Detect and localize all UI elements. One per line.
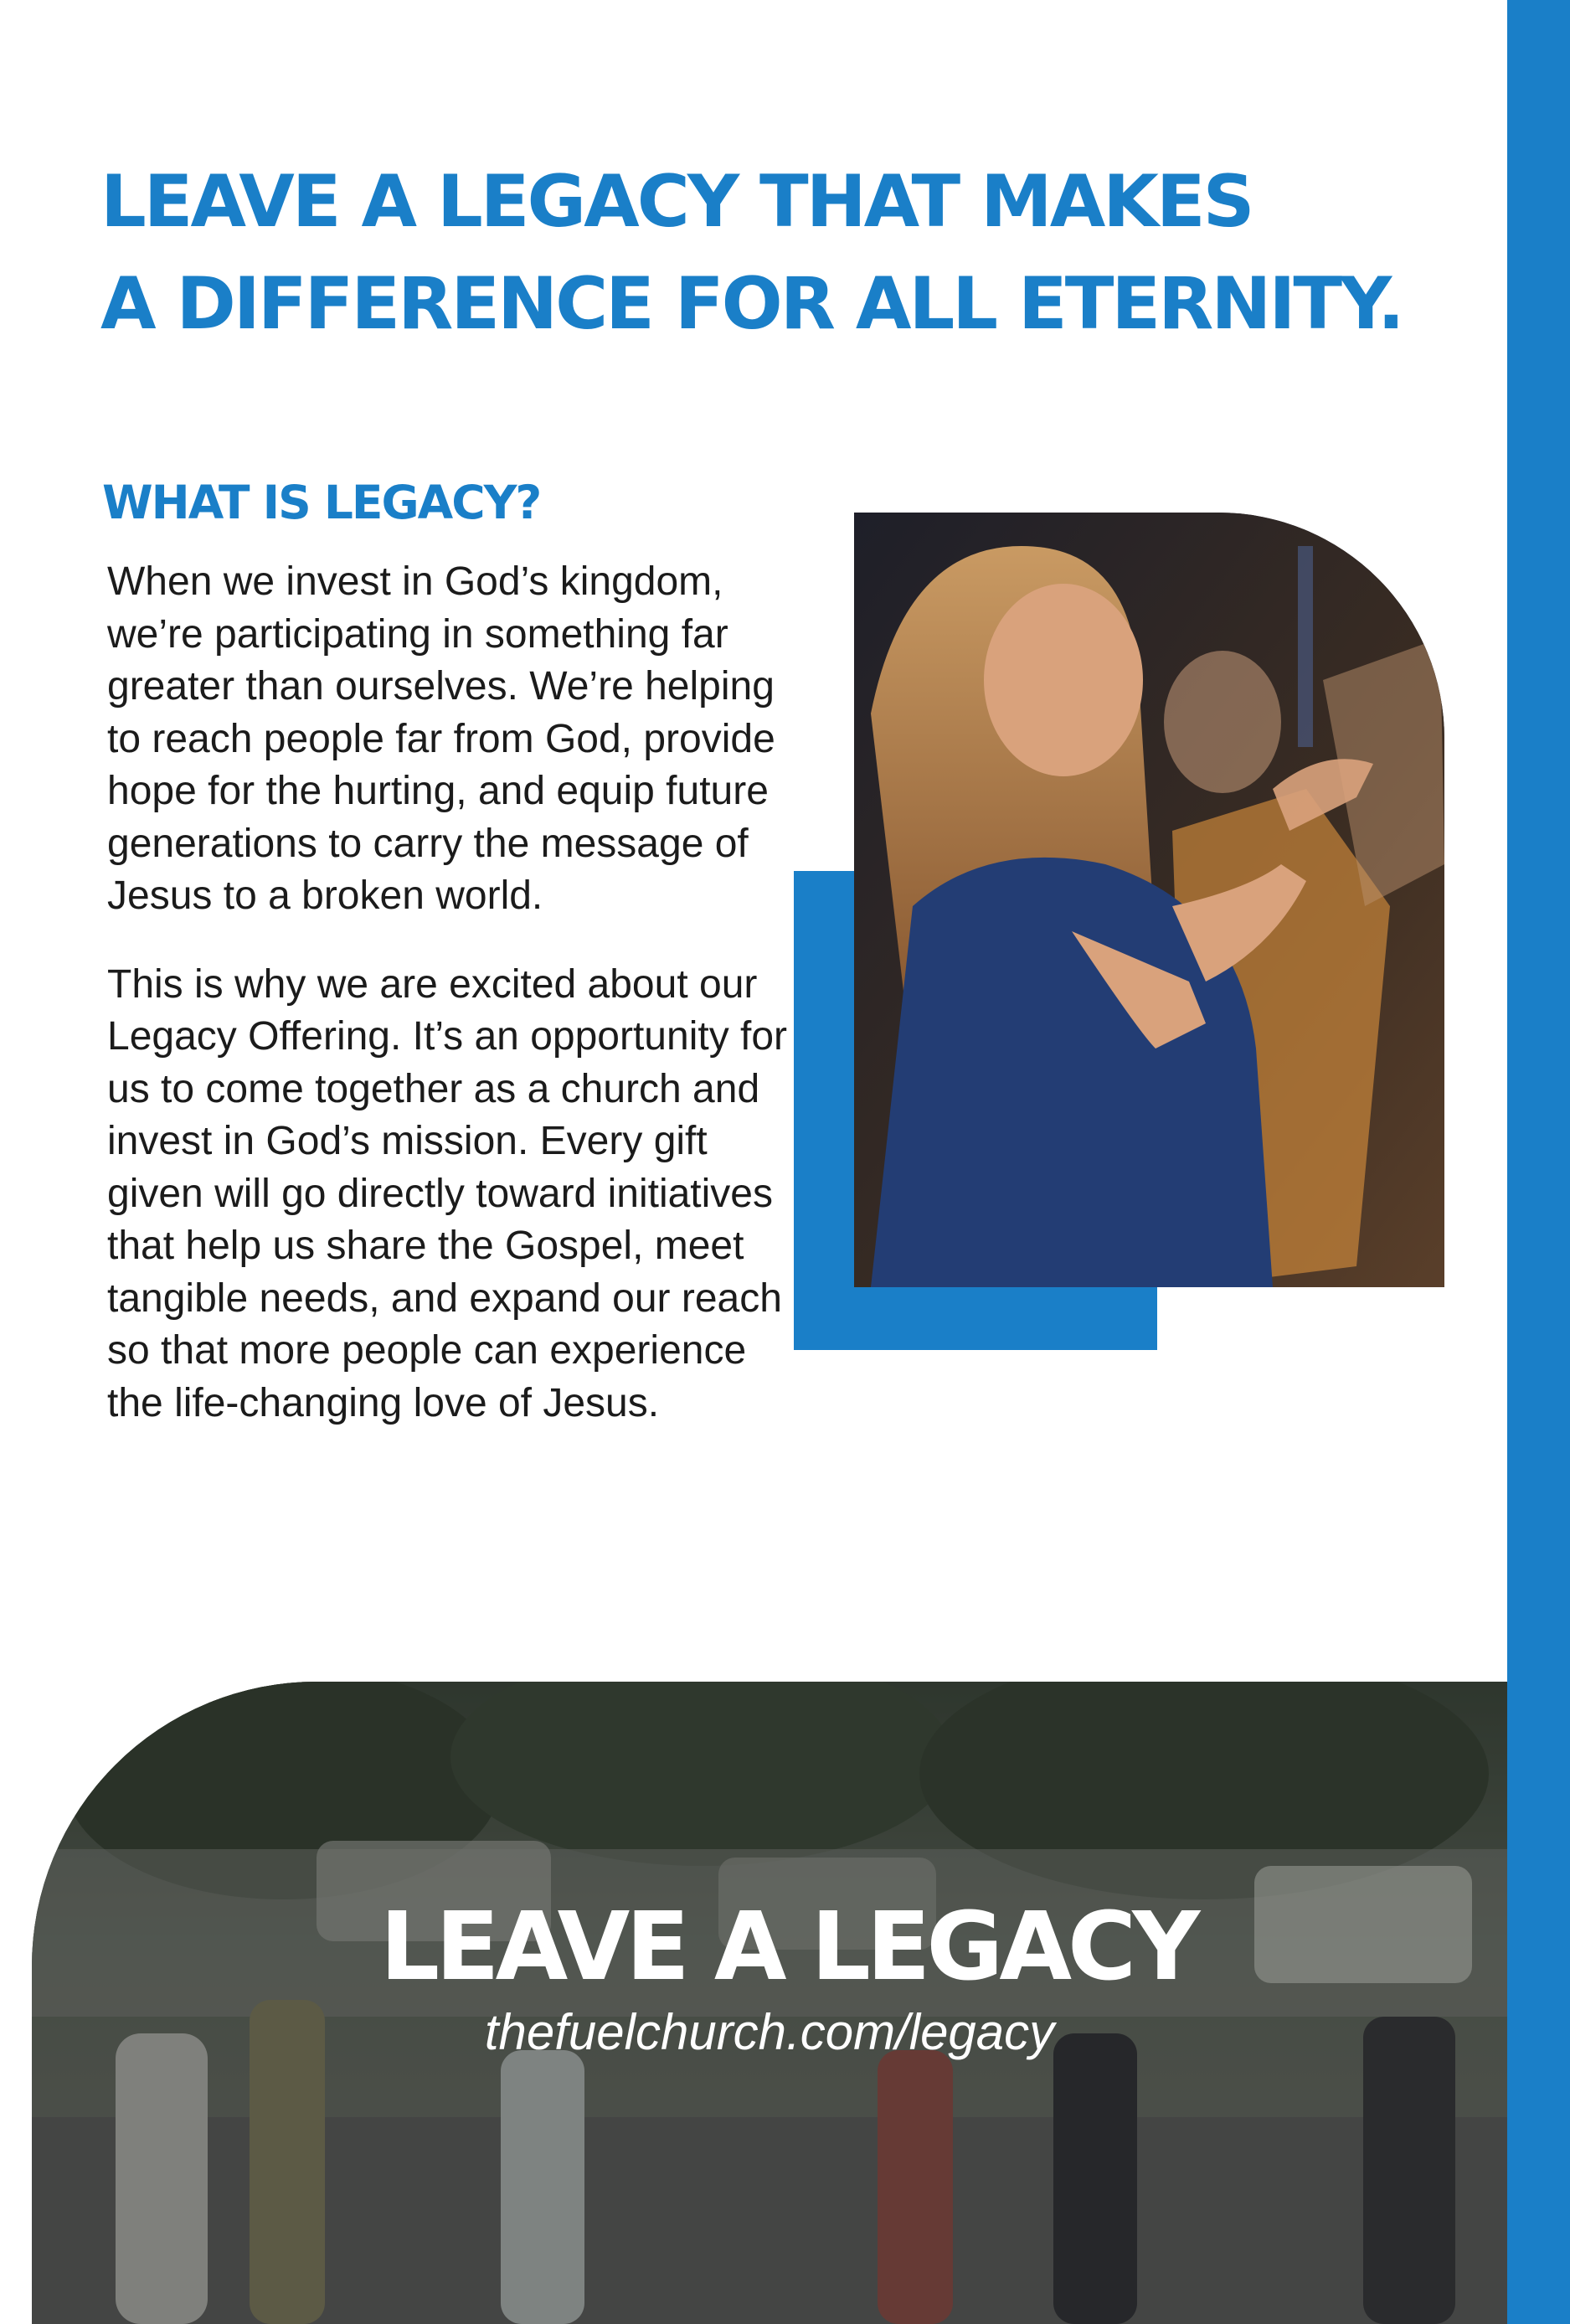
main-title-line-2: A DIFFERENCE FOR ALL ETERNITY. xyxy=(100,262,1403,346)
worship-photo xyxy=(854,513,1444,1287)
worship-photo-illustration xyxy=(854,513,1444,1287)
body-copy xyxy=(107,556,802,1466)
main-title xyxy=(100,151,1490,355)
banner-url-link[interactable]: thefuelchurch.com/legacy xyxy=(484,2004,1055,2060)
paragraph-1: When we invest in God’s kingdom, we’re participating in something far greater than ourselves. We’re helping to reach people far from God, provide hope for the hurting, and equip future generations to carry the message of Jesus to a broken world. xyxy=(107,559,775,918)
section-heading: WHAT IS LEGACY? xyxy=(102,476,541,529)
banner-title: LEAVE A LEGACY xyxy=(379,1893,1197,2002)
main-title-line-1: LEAVE A LEGACY THAT MAKES xyxy=(100,160,1253,244)
paragraph-2: This is why we are excited about our Legacy Offering. It’s an opportunity for us to come together as a church and invest in God’s mission. Every gift given will go directly toward initiatives that help us share the Gospel, meet tangible needs, and expand our reach so that more people can experience the life-changing love of Jesus. xyxy=(107,961,788,1425)
